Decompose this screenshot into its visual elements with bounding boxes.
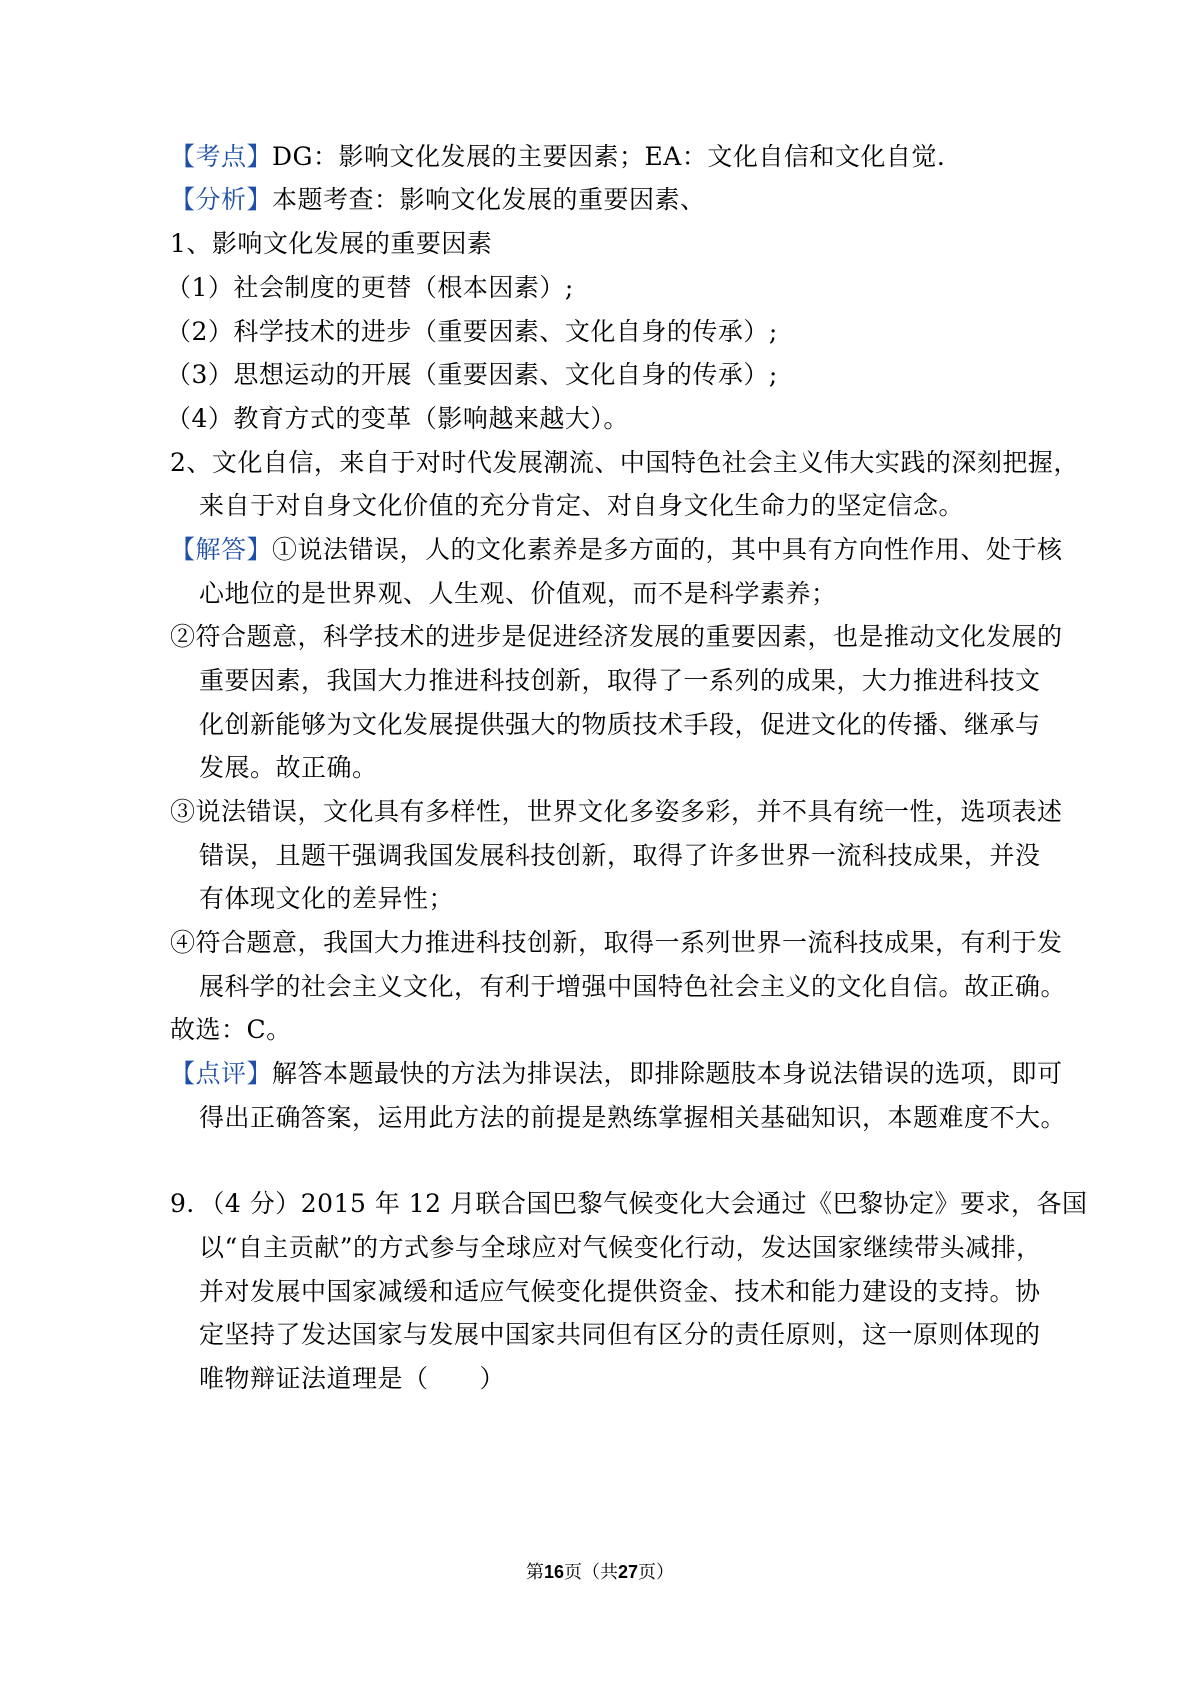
question-line: 并对发展中国家减缓和适应气候变化提供资金、技术和能力建设的支持。协: [199, 1277, 1041, 1306]
jieda-line: [170, 533, 1063, 567]
dianping-first: 解答本题最快的方法为排误法，即排除题肢本身说法错误的选项，即可: [272, 1059, 1063, 1088]
fenxi-item: （2）科学技术的进步（重要因素、文化自身的传承）;: [166, 317, 778, 346]
jieda-item: ②符合题意，科学技术的进步是促进经济发展的重要因素，也是推动文化发展的: [170, 622, 1063, 651]
kaodian-text: DG：影响文化发展的主要因素；EA：文化自信和文化自觉.: [272, 142, 946, 171]
fenxi-tag: 【分析】: [170, 185, 273, 214]
footer-middle: 页（共: [564, 1562, 618, 1583]
dianping-tag: 【点评】: [170, 1059, 273, 1088]
kaodian-tag: 【考点】: [170, 142, 273, 171]
jieda-item: ④符合题意，我国大力推进科技创新，取得一系列世界一流科技成果，有利于发: [170, 928, 1063, 957]
jieda-item: 错误，且题干强调我国发展科技创新，取得了许多世界一流科技成果，并没: [199, 841, 1041, 870]
fenxi-item: 1、影响文化发展的重要因素: [170, 229, 493, 258]
footer-suffix: 页）: [638, 1562, 675, 1583]
fenxi-item: （1）社会制度的更替（根本因素）;: [166, 273, 574, 302]
fenxi-line: [170, 183, 706, 217]
kaodian-line: [170, 140, 945, 174]
jieda-item: 展科学的社会主义文化，有利于增强中国特色社会主义的文化自信。故正确。: [199, 972, 1067, 1001]
dianping-line: [170, 1057, 1063, 1091]
question-line: 9．（4 分）2015 年 12 月联合国巴黎气候变化大会通过《巴黎协定》要求，各国: [170, 1189, 1088, 1218]
fenxi-item: 来自于对自身文化价值的充分肯定、对自身文化生命力的坚定信念。: [199, 491, 965, 520]
question-line: 定坚持了发达国家与发展中国家共同但有区分的责任原则，这一原则体现的: [199, 1320, 1041, 1349]
jieda-item: 重要因素，我国大力推进科技创新，取得了一系列的成果，大力推进科技文: [199, 666, 1041, 695]
question-line: 以“自主贡献”的方式参与全球应对气候变化行动，发达国家继续带头减排，: [199, 1233, 1042, 1262]
jieda-item: ③说法错误，文化具有多样性，世界文化多姿多彩，并不具有统一性，选项表述: [170, 797, 1063, 826]
jieda-item: 发展。故正确。: [199, 753, 378, 782]
fenxi-item: （3）思想运动的开展（重要因素、文化自身的传承）;: [166, 360, 778, 389]
jieda-item: 心地位的是世界观、人生观、价值观，而不是科学素养；: [199, 579, 837, 608]
fenxi-item: 2、文化自信，来自于对时代发展潮流、中国特色社会主义伟大实践的深刻把握，: [170, 448, 1079, 477]
jieda-item: 有体现文化的差异性；: [199, 884, 455, 913]
jieda-tag: 【解答】: [170, 535, 273, 564]
page-footer: [0, 1560, 1200, 1585]
question-line: 唯物辩证法道理是（ ）: [199, 1364, 506, 1393]
answer-choice: 故选：C。: [170, 1015, 292, 1044]
dianping-item: 得出正确答案，运用此方法的前提是熟练掌握相关基础知识，本题难度不大。: [199, 1103, 1067, 1132]
footer-prefix: 第: [525, 1562, 544, 1583]
footer-total-pages: 27: [618, 1562, 639, 1582]
fenxi-text: 本题考查：影响文化发展的重要因素、: [272, 185, 706, 214]
fenxi-item: （4）教育方式的变革（影响越来越大）。: [166, 404, 629, 433]
jieda-item: 化创新能够为文化发展提供强大的物质技术手段，促进文化的传播、继承与: [199, 710, 1041, 739]
footer-page-number: 16: [543, 1562, 564, 1582]
jieda-first: ①说法错误，人的文化素养是多方面的，其中具有方向性作用、处于核: [272, 535, 1063, 564]
